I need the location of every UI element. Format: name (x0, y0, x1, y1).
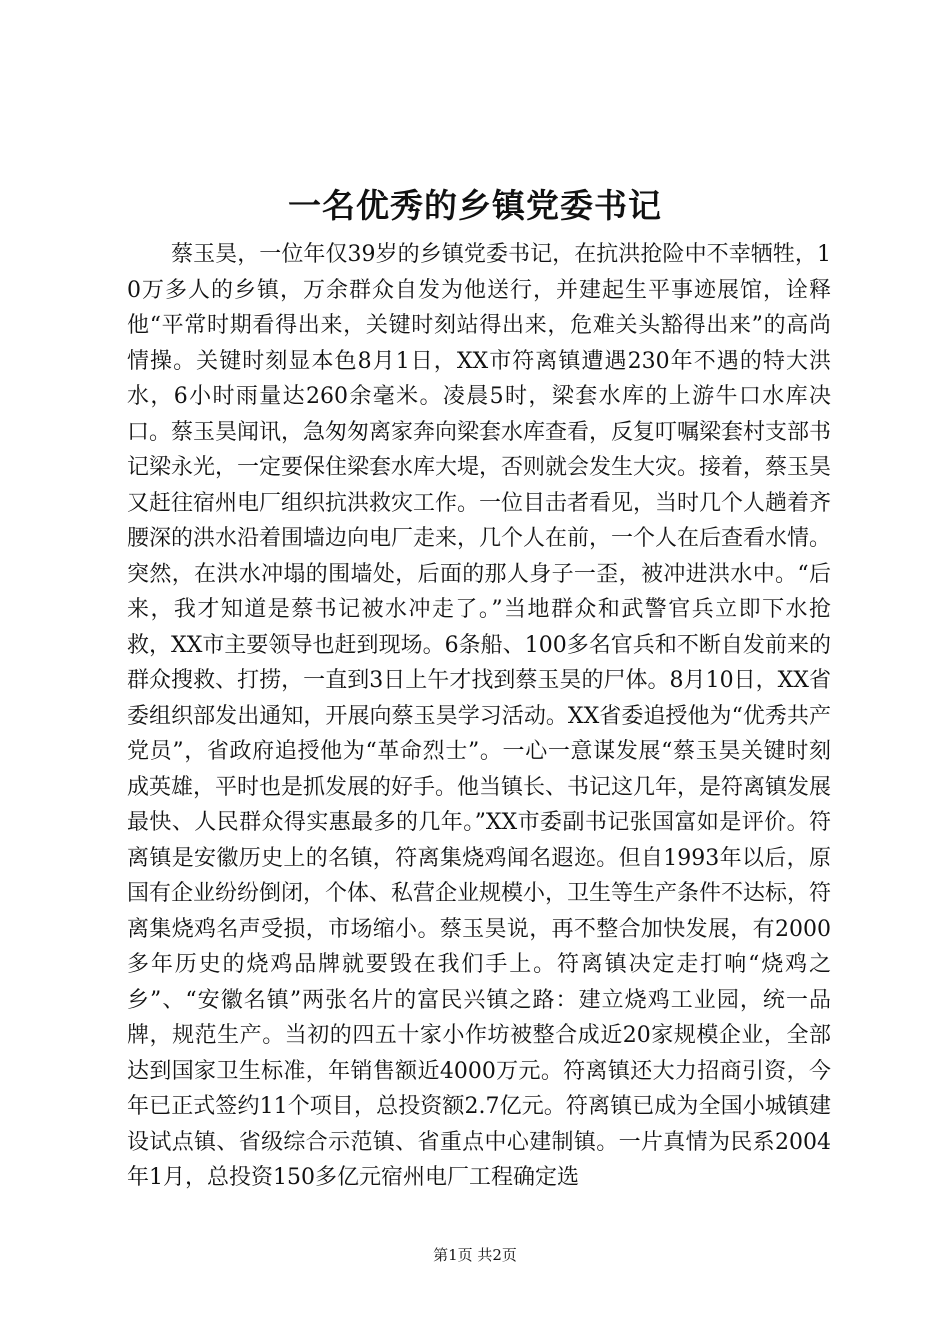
body-paragraph: 蔡玉昊，一位年仅39岁的乡镇党委书记，在抗洪抢险中不幸牺牲，10万多人的乡镇，万余群众自发为他送行，并建起生平事迹展馆，诠释他“平常时期看得出来，关键时刻站得出来，危难关头豁得出来”的高尚情操。关键时刻显本色8月1日，XX市符离镇遭遇230年不遇的特大洪水，6小时雨量达260余毫米。凌晨5时，梁套水库的上游牛口水库决口。蔡玉昊闻讯，急匆匆离家奔向梁套水库查看，反复叮嘱梁套村支部书记梁永光，一定要保住梁套水库大堤，否则就会发生大灾。接着，蔡玉昊又赶往宿州电厂组织抗洪救灾工作。一位目击者看见，当时几个人趟着齐腰深的洪水沿着围墙边向电厂走来，几个人在前，一个人在后查看水情。突然，在洪水冲塌的围墙处，后面的那人身子一歪，被冲进洪水中。“后来，我才知道是蔡书记被水冲走了。”当地群众和武警官兵立即下水抢救，XX市主要领导也赶到现场。6条船、100多名官兵和不断自发前来的群众搜救、打捞，一直到3日上午才找到蔡玉昊的尸体。8月10日，XX省委组织部发出通知，开展向蔡玉昊学习活动。XX省委追授他为“优秀共产党员”，省政府追授他为“革命烈士”。一心一意谋发展“蔡玉昊关键时刻成英雄，平时也是抓发展的好手。他当镇长、书记这几年，是符离镇发展最快、人民群众得实惠最多的几年。”XX市委副书记张国富如是评价。符离镇是安徽历史上的名镇，符离集烧鸡闻名遐迩。但自1993年以后，原国有企业纷纷倒闭，个体、私营企业规模小，卫生等生产条件不达标，符离集烧鸡名声受损，市场缩小。蔡玉昊说，再不整合加快发展，有2000多年历史的烧鸡品牌就要毁在我们手上。符离镇决定走打响“烧鸡之乡”、“安徽名镇”两张名片的富民兴镇之路：建立烧鸡工业园，统一品牌，规范生产。当初的四五十家小作坊被整合成近20家规模企业，全部达到国家卫生标准，年销售额近4000万元。符离镇还大力招商引资，今年已正式签约11个项目，总投资额2.7亿元。符离镇已成为全国小城镇建设试点镇、省级综合示范镇、省重点中心建制镇。一片真情为民系2004年1月，总投资150多亿元宿州电厂工程确定选 (127, 242, 831, 1190)
page-footer: 第1页 共2页 (433, 1246, 517, 1264)
document-title: 一名优秀的乡镇党委书记 (288, 186, 662, 225)
